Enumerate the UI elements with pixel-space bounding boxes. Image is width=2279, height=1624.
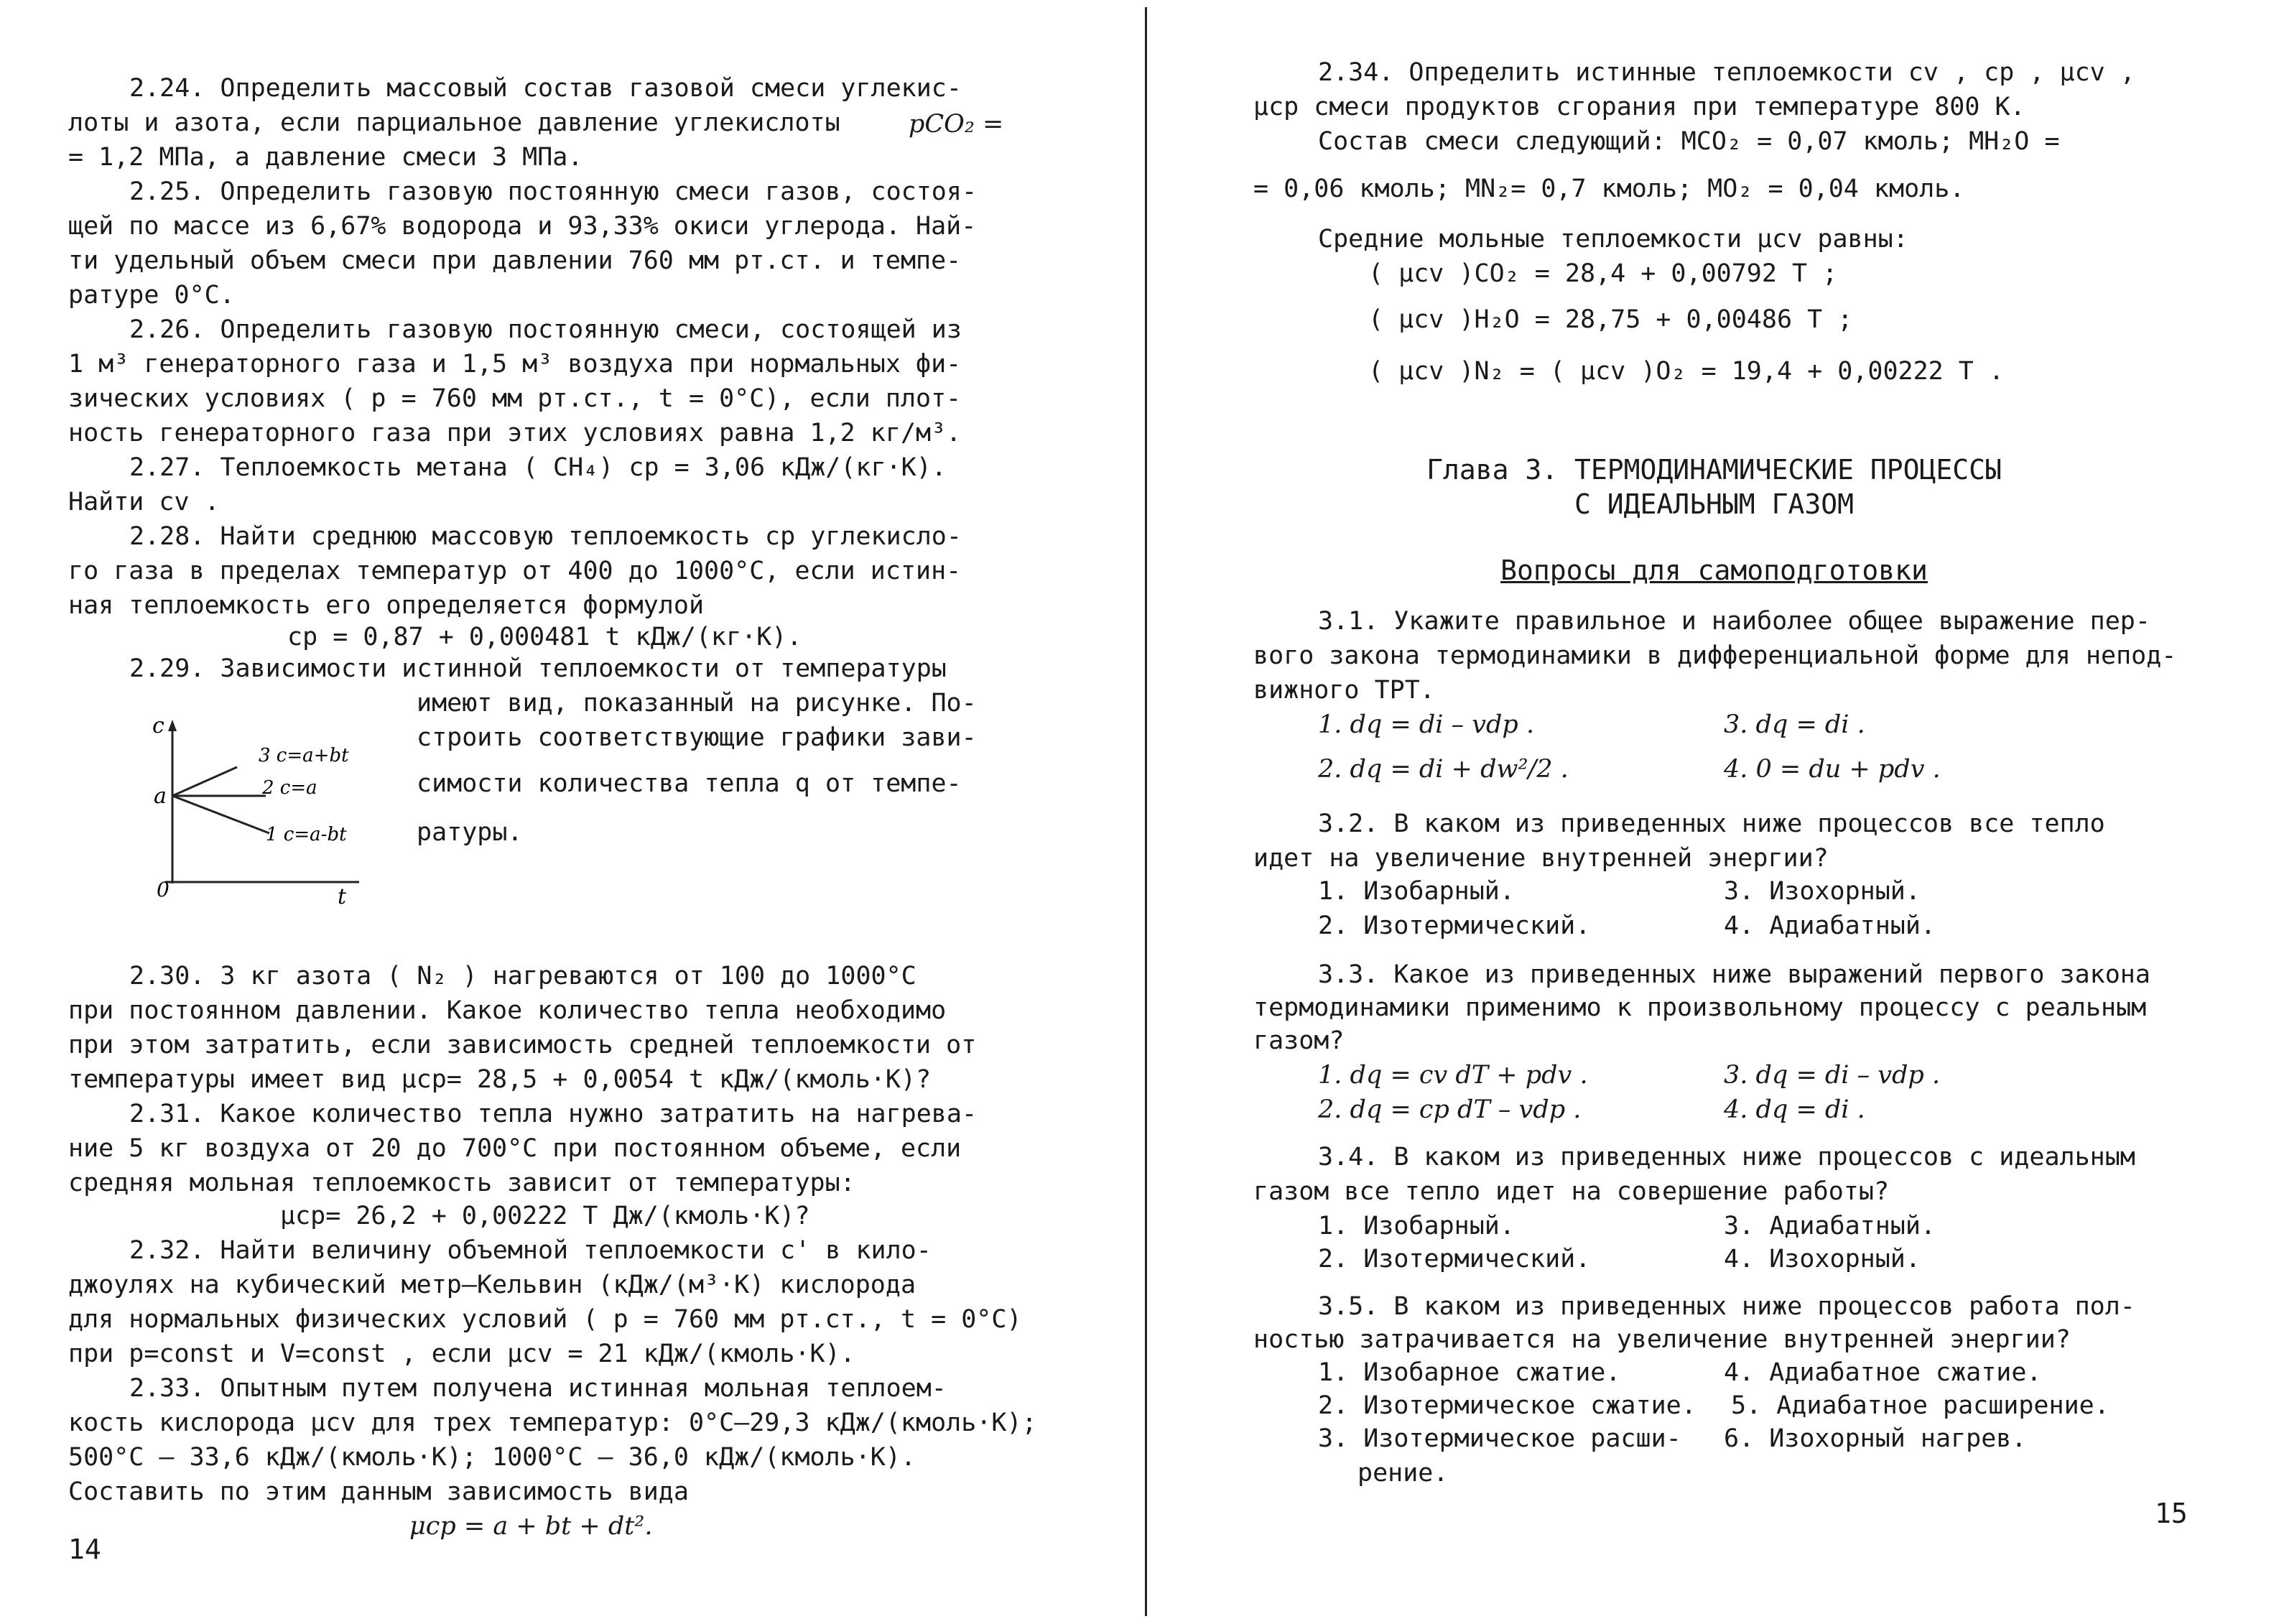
text-line: 2.29. Зависимости истинной теплоемкости от температуры <box>129 654 947 683</box>
text-line: лоты и азота, если парциальное давление углекислоты <box>68 108 840 137</box>
formula-line: μcp = a + bt + dt². <box>409 1512 653 1541</box>
text-line: 2.30. 3 кг азота ( N₂ ) нагреваются от 100 до 1000°С <box>129 962 916 990</box>
answer-option-continuation: рение. <box>1357 1459 1449 1488</box>
answer-option: 2. Изотермический. <box>1318 1245 1591 1273</box>
text-line: ние 5 кг воздуха от 20 до 700°С при постоянном объеме, если <box>68 1134 962 1163</box>
t-axis-label: t <box>338 884 347 905</box>
text-line: 2.24. Определить массовый состав газовой смеси углекис- <box>129 74 962 103</box>
answer-option: 3. dq = di – vdp . <box>1724 1061 1941 1090</box>
text-line: симости количества тепла q от темпе- <box>417 769 962 798</box>
question-line: 3.1. Укажите правильное и наиболее общее выражение пер- <box>1318 607 2150 636</box>
text-line: щей по массе из 6,67% водорода и 93,33% окиси углерода. Най- <box>68 212 977 241</box>
answer-option: 2. Изотермический. <box>1318 911 1591 940</box>
a-label: a <box>154 784 167 809</box>
question-line: газом все тепло идет на совершение работы? <box>1253 1177 1890 1206</box>
answer-option: 5. Адиабатное расширение. <box>1731 1391 2109 1420</box>
answer-option: 4. Адиабатный. <box>1724 911 1936 940</box>
text-line: Состав смеси следующий: MCO₂ = 0,07 кмоль; MH₂O = <box>1318 127 2060 156</box>
page-number: 15 <box>2155 1498 2188 1529</box>
book-spine <box>1145 7 1147 1616</box>
line-3 <box>172 767 237 796</box>
answer-option: 4. Адиабатное сжатие. <box>1724 1358 2042 1387</box>
text-line: имеют вид, показанный на рисунке. По- <box>417 689 977 718</box>
text-line: ти удельный объем смеси при давлении 760 мм рт.ст. и темпе- <box>68 246 962 275</box>
answer-option: 1. dq = di – vdp . <box>1318 710 1535 739</box>
text-line: при этом затратить, если зависимость средней теплоемкости от <box>68 1031 977 1059</box>
text-line: μcp смеси продуктов сгорания при температуре 800 К. <box>1253 93 2025 121</box>
page-number: 14 <box>68 1533 101 1565</box>
right-page <box>1149 0 2279 1624</box>
text-line: при p=const и V=const , если μcv = 21 кДж/(кмоль·К). <box>68 1340 855 1368</box>
text-line: джоулях на кубический метр–Кельвин (кДж/(м³·К) кислорода <box>68 1271 916 1299</box>
text-line: кость кислорода μcv для трех температур: 0°С–29,3 кДж/(кмоль·К); <box>68 1409 1037 1437</box>
text-line: 2.31. Какое количество тепла нужно затратить на нагрева- <box>129 1100 978 1128</box>
formula-line: ( μcv )CO₂ = 28,4 + 0,00792 T ; <box>1368 259 1838 288</box>
formula-line: ( μcv )H₂O = 28,75 + 0,00486 T ; <box>1368 305 1853 334</box>
answer-option: 3. Адиабатный. <box>1724 1212 1936 1240</box>
left-page <box>0 0 1135 1624</box>
text-line: при постоянном давлении. Какое количество тепла необходимо <box>68 996 947 1025</box>
answer-option: 4. Изохорный. <box>1724 1245 1921 1273</box>
answer-option: 1. Изобарный. <box>1318 877 1515 906</box>
question-line: газом? <box>1253 1026 1345 1055</box>
answer-option: 1. Изобарный. <box>1318 1212 1515 1240</box>
text-line: Найти cv . <box>68 488 220 516</box>
formula-line: μcp= 26,2 + 0,00222 T Дж/(кмоль·К)? <box>280 1202 810 1230</box>
answer-option: 1. Изобарное сжатие. <box>1318 1358 1621 1387</box>
answer-option: 6. Изохорный нагрев. <box>1724 1424 2027 1453</box>
c-axis-label: c <box>152 713 164 738</box>
heat-capacity-figure <box>144 711 381 905</box>
formula-line: ( μcv )N₂ = ( μcv )O₂ = 19,4 + 0,00222 T . <box>1368 357 2005 386</box>
section-title: Вопросы для самоподготовки <box>1500 555 1928 586</box>
question-line: 3.3. Какое из приведенных ниже выражений первого закона <box>1318 960 2150 989</box>
origin-label: 0 <box>157 878 170 901</box>
text-line: ная теплоемкость его определяется формулой <box>68 591 705 620</box>
text-line: 1 м³ генераторного газа и 1,5 м³ воздуха при нормальных фи- <box>68 350 962 379</box>
formula-line: cp = 0,87 + 0,000481 t кДж/(кг·К). <box>287 623 802 651</box>
line-1-label: 1 c=a-bt <box>266 824 347 845</box>
text-line: 2.25. Определить газовую постоянную смеси газов, состоя- <box>129 177 978 206</box>
text-line: зических условиях ( p = 760 мм рт.ст., t = 0°С), если плот- <box>68 384 962 413</box>
text-line: строить соответствующие графики зави- <box>417 723 977 752</box>
question-line: идет на увеличение внутренней энергии? <box>1253 844 1829 873</box>
text-line: ратуры. <box>417 818 523 847</box>
text-line: для нормальных физических условий ( p = 760 мм рт.ст., t = 0°С) <box>68 1305 1022 1334</box>
answer-option: 2. dq = cp dT – vdp . <box>1318 1095 1582 1124</box>
answer-option: 4. 0 = du + pdv . <box>1724 755 1941 784</box>
question-line: 3.4. В каком из приведенных ниже процессов с идеальным <box>1318 1143 2135 1171</box>
line-1 <box>172 796 269 833</box>
text-line: ность генераторного газа при этих условиях равна 1,2 кг/м³. <box>68 419 962 447</box>
text-line: Составить по этим данным зависимость вида <box>68 1477 689 1506</box>
text-line: 2.33. Опытным путем получена истинная мольная теплоем- <box>129 1374 947 1403</box>
text-line: = 1,2 МПа, а давление смеси 3 МПа. <box>68 143 583 172</box>
text-line: ратуре 0°С. <box>68 281 235 310</box>
answer-option: 3. dq = di . <box>1724 710 1865 739</box>
answer-option: 3. Изохорный. <box>1724 877 1921 906</box>
answer-option: 3. Изотермическое расши- <box>1318 1424 1681 1453</box>
line-3-label: 3 c=a+bt <box>259 745 349 766</box>
question-line: 3.2. В каком из приведенных ниже процессов все тепло <box>1318 809 2105 838</box>
text-line: Средние мольные теплоемкости μcv равны: <box>1318 225 1908 254</box>
text-line: = 0,06 кмоль; MN₂= 0,7 кмоль; MO₂ = 0,04 кмоль. <box>1253 175 1965 203</box>
text-line: температуры имеет вид μcp= 28,5 + 0,0054 t кДж/(кмоль·К)? <box>68 1065 932 1094</box>
text-line: средняя мольная теплоемкость зависит от температуры: <box>68 1169 855 1197</box>
chapter-subtitle: С ИДЕАЛЬНЫМ ГАЗОМ <box>1574 488 1854 520</box>
question-line: вого закона термодинамики в дифференциальной форме для непод- <box>1253 641 2177 670</box>
line-2-label: 2 c=a <box>262 777 317 799</box>
text-line: 2.32. Найти величину объемной теплоемкости c' в кило- <box>129 1236 932 1265</box>
text-line: 500°С – 33,6 кДж/(кмоль·К); 1000°С – 36,0 кДж/(кмоль·К). <box>68 1443 916 1472</box>
text-line: го газа в пределах температур от 400 до 1000°С, если истин- <box>68 557 962 585</box>
text-line: 2.28. Найти среднюю массовую теплоемкость cp углекисло- <box>129 522 962 551</box>
answer-option: 2. dq = di + dw²/2 . <box>1318 755 1569 784</box>
answer-option: 4. dq = di . <box>1724 1095 1865 1124</box>
formula-pco2: pCO₂ = <box>909 110 1004 139</box>
answer-option: 1. dq = cv dT + pdv . <box>1318 1061 1588 1090</box>
text-line: 2.27. Теплоемкость метана ( CH₄) cp = 3,06 кДж/(кг·К). <box>129 453 947 482</box>
answer-option: 2. Изотермическое сжатие. <box>1318 1391 1697 1420</box>
chapter-title: Глава 3. ТЕРМОДИНАМИЧЕСКИЕ ПРОЦЕССЫ <box>1426 454 2002 486</box>
question-line: ностью затрачивается на увеличение внутренней энергии? <box>1253 1325 2071 1354</box>
question-line: вижного ТРТ. <box>1253 676 1435 705</box>
question-line: термодинамики применимо к произвольному процессу с реальным <box>1253 993 2147 1022</box>
text-line: 2.34. Определить истинные теплоемкости cv , cp , μcv , <box>1318 58 2135 87</box>
c-axis-arrow <box>168 720 177 731</box>
text-line: 2.26. Определить газовую постоянную смеси, состоящей из <box>129 315 962 344</box>
question-line: 3.5. В каком из приведенных ниже процессов работа пол- <box>1318 1292 2135 1321</box>
